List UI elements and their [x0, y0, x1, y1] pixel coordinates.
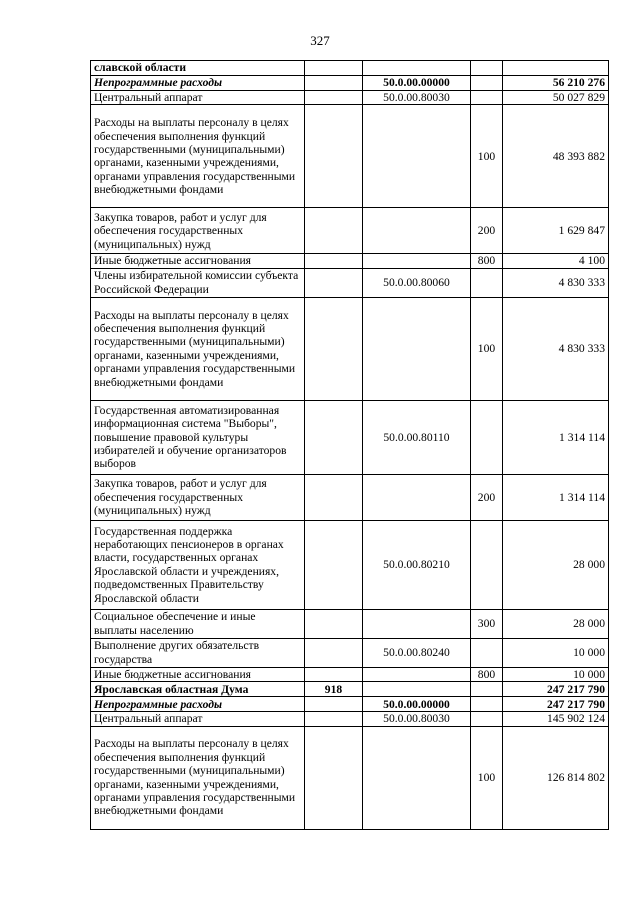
row-department-code: [305, 297, 363, 400]
row-department-code: [305, 254, 363, 268]
row-department-code: [305, 61, 363, 76]
row-expense-type: 100: [471, 726, 503, 829]
row-department-code: [305, 667, 363, 681]
row-target-code: [363, 208, 471, 254]
row-expense-type: [471, 76, 503, 91]
row-target-code: 50.0.00.80030: [363, 91, 471, 105]
budget-table-body: [91, 61, 609, 830]
row-expense-type: [471, 638, 503, 667]
row-department-code: 918: [305, 682, 363, 697]
table-row: [91, 76, 609, 91]
row-name: Расходы на выплаты персоналу в целях обеспечения выполнения функций государственными (муниципальными) органами, казенными учреждениями, органами управления государственными внебюджетными фондами: [91, 297, 305, 400]
row-target-code: [363, 61, 471, 76]
row-amount: [503, 61, 609, 76]
table-row: [91, 268, 609, 297]
row-target-code: [363, 726, 471, 829]
table-row: [91, 91, 609, 105]
row-name: Закупка товаров, работ и услуг для обеспечения государственных (муниципальных) нужд: [91, 208, 305, 254]
table-row: [91, 474, 609, 520]
table-row: [91, 297, 609, 400]
row-expense-type: [471, 400, 503, 474]
row-target-code: [363, 297, 471, 400]
row-name: Расходы на выплаты персоналу в целях обеспечения выполнения функций государственными (муниципальными) органами, казенными учреждениями, органами управления государственными внебюджетными фондами: [91, 105, 305, 208]
table-row: [91, 726, 609, 829]
row-amount: 48 393 882: [503, 105, 609, 208]
row-department-code: [305, 76, 363, 91]
row-expense-type: [471, 61, 503, 76]
row-amount: 28 000: [503, 520, 609, 609]
row-amount: 126 814 802: [503, 726, 609, 829]
row-target-code: 50.0.00.80110: [363, 400, 471, 474]
row-name: Закупка товаров, работ и услуг для обеспечения государственных (муниципальных) нужд: [91, 474, 305, 520]
row-department-code: [305, 105, 363, 208]
row-department-code: [305, 208, 363, 254]
row-expense-type: [471, 712, 503, 726]
row-department-code: [305, 91, 363, 105]
table-row: [91, 254, 609, 268]
row-department-code: [305, 697, 363, 712]
table-row: [91, 682, 609, 697]
page-number: 327: [310, 33, 330, 48]
row-amount: 4 100: [503, 254, 609, 268]
row-amount: 1 314 114: [503, 474, 609, 520]
table-row: [91, 61, 609, 76]
table-row: [91, 105, 609, 208]
row-target-code: 50.0.00.80030: [363, 712, 471, 726]
row-expense-type: 300: [471, 609, 503, 638]
row-amount: 28 000: [503, 609, 609, 638]
row-expense-type: 800: [471, 667, 503, 681]
row-amount: 56 210 276: [503, 76, 609, 91]
row-name: Иные бюджетные ассигнования: [91, 667, 305, 681]
row-amount: 4 830 333: [503, 297, 609, 400]
table-row: [91, 520, 609, 609]
row-amount: 145 902 124: [503, 712, 609, 726]
row-name: Центральный аппарат: [91, 712, 305, 726]
row-name: Государственная поддержка неработающих пенсионеров в органах власти, государственных органах Ярославской области и учреждениях, подведомственных Правительству Ярославской области: [91, 520, 305, 609]
table-row: [91, 609, 609, 638]
row-name: Члены избирательной комиссии субъекта Российской Федерации: [91, 268, 305, 297]
row-target-code: [363, 682, 471, 697]
row-target-code: 50.0.00.80240: [363, 638, 471, 667]
row-department-code: [305, 726, 363, 829]
row-amount: 50 027 829: [503, 91, 609, 105]
row-name: Социальное обеспечение и иные выплаты населению: [91, 609, 305, 638]
row-name: Ярославская областная Дума: [91, 682, 305, 697]
row-amount: 247 217 790: [503, 682, 609, 697]
row-target-code: 50.0.00.00000: [363, 76, 471, 91]
row-department-code: [305, 609, 363, 638]
row-department-code: [305, 638, 363, 667]
row-expense-type: 200: [471, 474, 503, 520]
row-name: Иные бюджетные ассигнования: [91, 254, 305, 268]
row-target-code: 50.0.00.00000: [363, 697, 471, 712]
row-department-code: [305, 474, 363, 520]
row-amount: 10 000: [503, 667, 609, 681]
row-name: славской области: [91, 61, 305, 76]
row-name: Государственная автоматизированная информационная система "Выборы", повышение правовой культуры избирателей и обучение организаторов выборов: [91, 400, 305, 474]
row-target-code: 50.0.00.80060: [363, 268, 471, 297]
row-department-code: [305, 268, 363, 297]
row-amount: 247 217 790: [503, 697, 609, 712]
row-target-code: 50.0.00.80210: [363, 520, 471, 609]
table-row: [91, 712, 609, 726]
row-name: Центральный аппарат: [91, 91, 305, 105]
table-row: [91, 208, 609, 254]
row-expense-type: 200: [471, 208, 503, 254]
row-name: Непрограммные расходы: [91, 76, 305, 91]
row-target-code: [363, 254, 471, 268]
table-row: [91, 400, 609, 474]
row-expense-type: 100: [471, 297, 503, 400]
row-target-code: [363, 474, 471, 520]
row-expense-type: 100: [471, 105, 503, 208]
row-amount: 1 314 114: [503, 400, 609, 474]
row-expense-type: [471, 520, 503, 609]
row-target-code: [363, 609, 471, 638]
row-expense-type: [471, 697, 503, 712]
row-expense-type: 800: [471, 254, 503, 268]
row-amount: 4 830 333: [503, 268, 609, 297]
table-row: [91, 667, 609, 681]
row-department-code: [305, 400, 363, 474]
row-amount: 1 629 847: [503, 208, 609, 254]
row-expense-type: [471, 268, 503, 297]
row-target-code: [363, 105, 471, 208]
row-expense-type: [471, 682, 503, 697]
row-amount: 10 000: [503, 638, 609, 667]
row-name: Выполнение других обязательств государства: [91, 638, 305, 667]
row-department-code: [305, 520, 363, 609]
row-name: Непрограммные расходы: [91, 697, 305, 712]
table-row: [91, 638, 609, 667]
row-department-code: [305, 712, 363, 726]
row-name: Расходы на выплаты персоналу в целях обеспечения выполнения функций государственными (муниципальными) органами, казенными учреждениями, органами управления государственными внебюджетными фондами: [91, 726, 305, 829]
budget-table: [90, 60, 609, 830]
table-row: [91, 697, 609, 712]
row-target-code: [363, 667, 471, 681]
row-expense-type: [471, 91, 503, 105]
